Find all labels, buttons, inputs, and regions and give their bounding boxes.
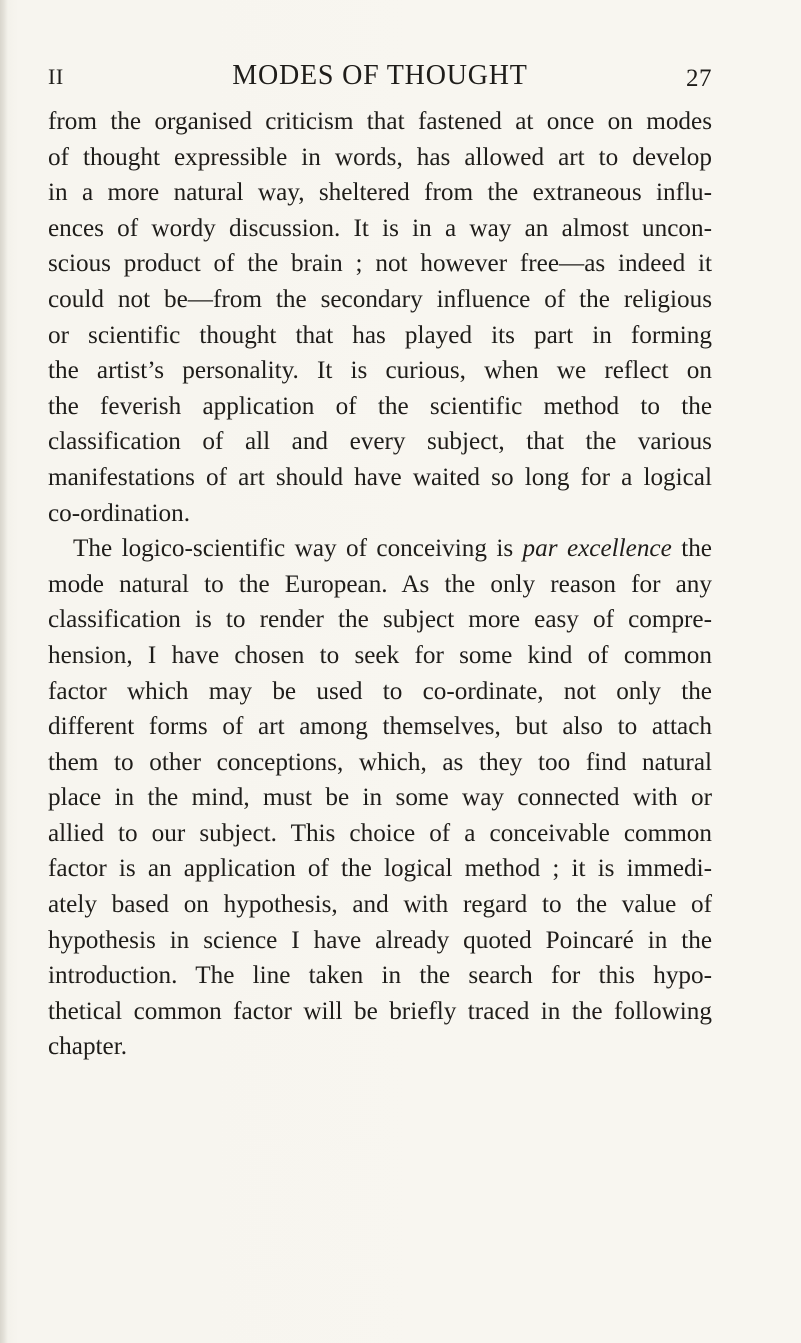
text-line: factor which may be used to co-ordinate, not only the	[48, 677, 712, 705]
text-run: the	[671, 535, 712, 563]
text-line: in a more natural way, sheltered from the extraneous influ-	[48, 179, 712, 207]
text-line: chapter.	[48, 1033, 128, 1061]
body-text	[48, 104, 712, 1065]
text-line: scious product of the brain ; not however free—as indeed it	[48, 250, 712, 278]
text-line: hension, I have chosen to seek for some kind of common	[48, 641, 712, 669]
text-line: could not be—from the secondary influence of the religious	[48, 285, 712, 313]
text-line: allied to our subject. This choice of a conceivable common	[48, 819, 712, 847]
text-line: classification is to render the subject more easy of compre-	[48, 606, 712, 634]
text-line: of thought expressible in words, has allowed art to develop	[48, 143, 712, 171]
text-line: hypothesis in science I have already quoted Poincaré in the	[48, 926, 712, 954]
text-line: the feverish application of the scientific method to the	[48, 392, 712, 420]
running-title: MODES OF THOUGHT	[232, 60, 528, 91]
gutter-shadow	[0, 0, 8, 1343]
text-line: classification of all and every subject, that the various	[48, 428, 712, 456]
text-line: the artist’s personality. It is curious, when we reflect on	[48, 357, 712, 385]
italic-phrase: par excellence	[522, 535, 672, 563]
text-line: ences of wordy discussion. It is in a way an almost uncon-	[48, 214, 712, 242]
text-line: place in the mind, must be in some way connected with or	[48, 784, 712, 812]
text-line: ately based on hypothesis, and with regard to the value of	[48, 891, 712, 919]
chapter-number: II	[48, 64, 64, 89]
text-line: manifestations of art should have waited so long for a logical	[48, 463, 712, 491]
text-line: co-ordination.	[48, 499, 190, 527]
running-head	[48, 60, 712, 96]
text-line: mode natural to the European. As the only reason for any	[48, 570, 712, 598]
text-line: or scientific thought that has played its part in forming	[48, 321, 712, 349]
text-line: introduction. The line taken in the search for this hypo-	[48, 962, 712, 990]
page-number: 27	[686, 65, 712, 92]
text-line: factor is an application of the logical method ; it is immedi-	[48, 855, 712, 883]
text-line: them to other conceptions, which, as they too find natural	[48, 748, 712, 776]
text-line: different forms of art among themselves, but also to attach	[48, 713, 712, 741]
paragraph-first-line	[48, 531, 712, 567]
text-line: from the organised criticism that fastened at once on modes	[48, 108, 712, 135]
text-run: The logico-scientific way of conceiving is	[73, 535, 523, 563]
text-line: thetical common factor will be briefly traced in the following	[48, 997, 712, 1025]
